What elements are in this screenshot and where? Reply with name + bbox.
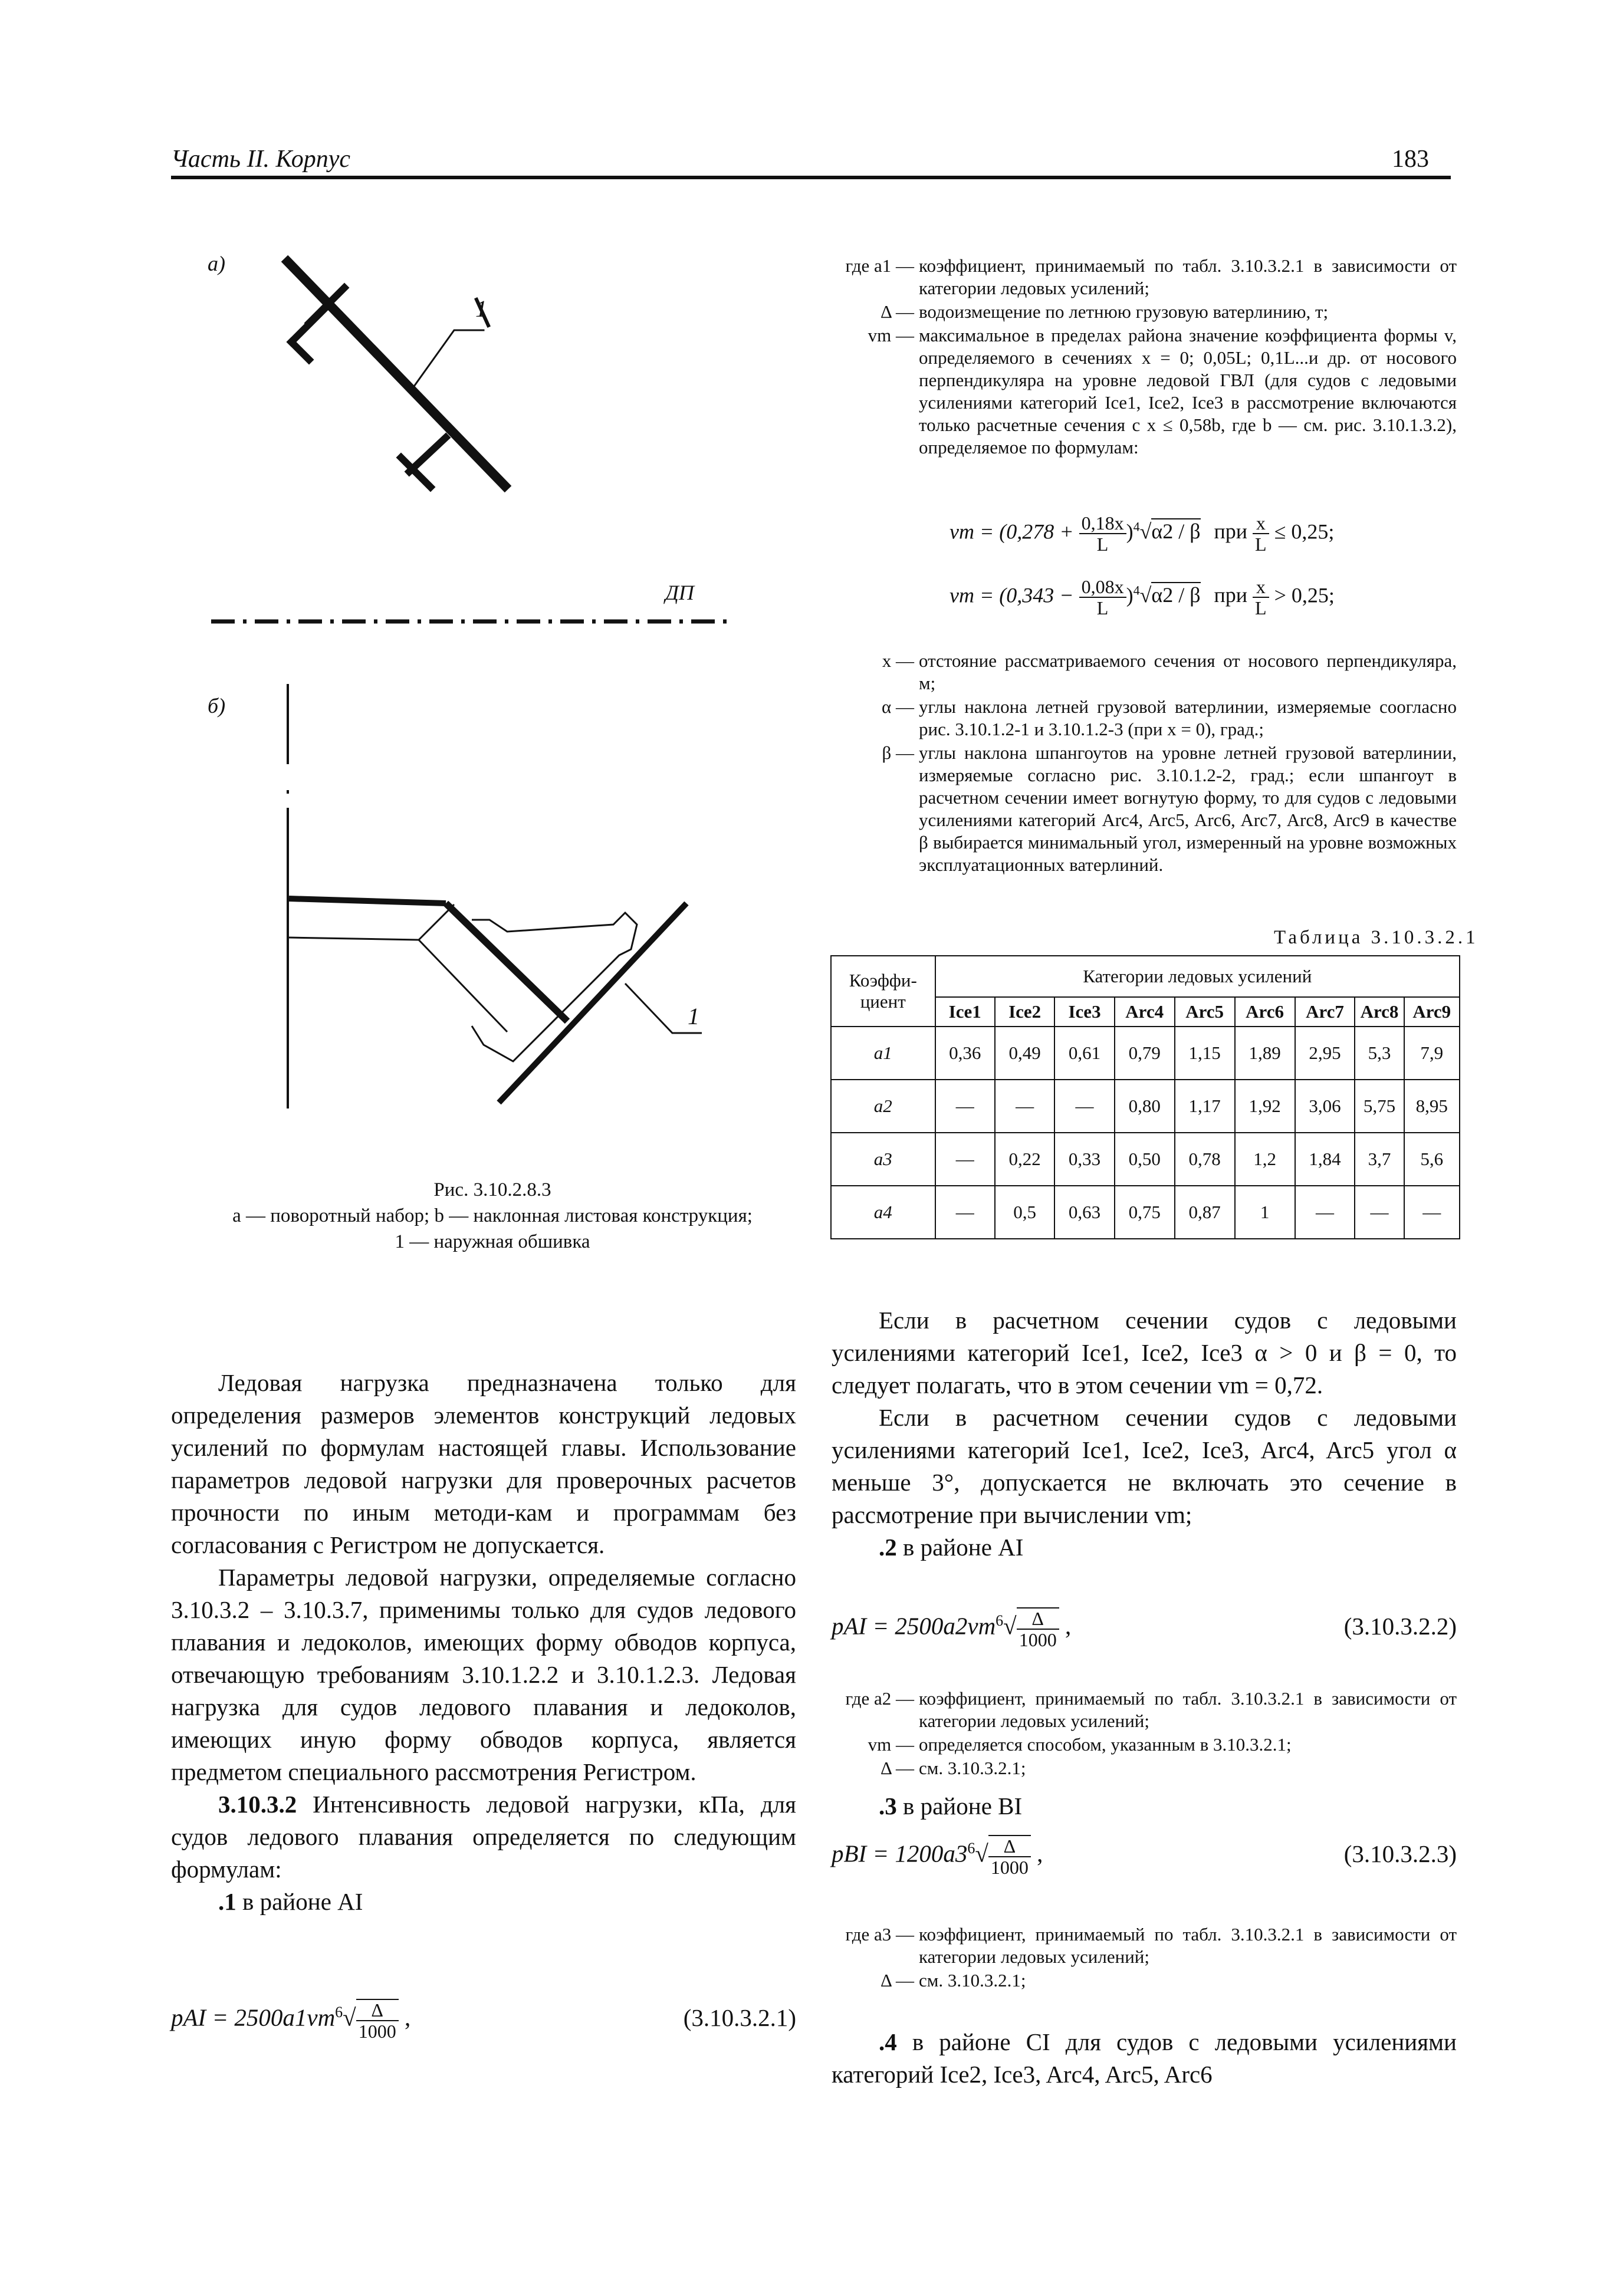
table-column-header: Arc4	[1115, 997, 1175, 1027]
definition-text: коэффициент, принимаемый по табл. 3.10.3.2.1 в зависимости от категории ледовых усилений;	[919, 255, 1457, 298]
fraction-denominator: L	[1255, 597, 1267, 619]
definition-a1	[826, 255, 1457, 300]
definition-symbol: Δ —	[881, 1970, 914, 1991]
table-cell: 0,78	[1175, 1133, 1235, 1186]
outer-shell-b	[499, 903, 686, 1103]
definitions-top	[826, 255, 1457, 460]
definition-symbol: β —	[882, 742, 914, 763]
definition-symbol: vm —	[868, 1734, 914, 1755]
table-cell: 1,2	[1235, 1133, 1295, 1186]
definitions-mid	[826, 650, 1457, 877]
table-cell: 0,75	[1115, 1186, 1175, 1239]
fraction-denominator: 1000	[358, 2021, 396, 2042]
definition-text: коэффициент, принимаемый по табл. 3.10.3.2.1 в зависимости от категории ледовых усилений;	[919, 1688, 1457, 1731]
fraction-denominator: L	[1096, 534, 1109, 555]
deck-plate	[289, 899, 446, 903]
figure-caption-title: Рис. 3.10.2.8.3	[433, 1179, 551, 1200]
equation-3-10-3-2-1: pAI = $2500a1vm^6√$ $\frac{\Delta}{1000}$ , (3.10.3.2.1)	[171, 1999, 796, 2042]
paragraph: Ледовая нагрузка предназначена только для определения размеров элементов конструкций ледовых усилений по формулам настоящей главы. Использование параметров ледовой нагрузки для проверочных расчетов прочности по иным методи-кам и программам без согласования с Регистром не допускается.	[171, 1369, 796, 1558]
definition-text: коэффициент, принимаемый по табл. 3.10.3.2.1 в зависимости от категории ледовых усилений;	[919, 1924, 1457, 1967]
fraction-denominator: L	[1096, 597, 1109, 619]
table-cell: —	[935, 1080, 995, 1133]
definition-symbol: α —	[882, 696, 914, 717]
left-column-text	[171, 1367, 796, 1918]
table-cell: —	[935, 1133, 995, 1186]
paragraph-text: Интенсивность ледовой нагрузки, кПа, для судов ледового плавания определяется по следующим формулам:	[171, 1791, 796, 1883]
fraction-denominator: 1000	[1019, 1629, 1057, 1650]
table-cell: 5,75	[1355, 1080, 1404, 1133]
formula-cond-word: при	[1214, 519, 1248, 544]
table-cell: 5,6	[1404, 1133, 1460, 1186]
table-cell: 0,5	[995, 1186, 1054, 1239]
table-column-header: Ice2	[995, 997, 1054, 1027]
fraction-numerator: 0,18x	[1079, 513, 1126, 534]
table-cell: —	[1355, 1186, 1404, 1239]
paragraph	[832, 1790, 1457, 1823]
section-number: 3.10.3.2	[218, 1791, 297, 1818]
fraction-denominator: 1000	[990, 1857, 1029, 1878]
frame-flange-upper	[291, 304, 329, 342]
formula-root: α2 / β	[1151, 583, 1201, 607]
figure-caption	[165, 1177, 820, 1255]
table-cell: 0,50	[1115, 1133, 1175, 1186]
fraction	[988, 1835, 1031, 1877]
callout-1-top: 1	[475, 295, 487, 322]
centerline-label: ДП	[665, 581, 694, 604]
table-cell: 0,63	[1054, 1186, 1114, 1239]
table-row	[831, 1186, 1460, 1239]
formula-condition: > 0,25;	[1274, 583, 1335, 607]
table-cell: 0,49	[995, 1027, 1054, 1080]
fraction	[1253, 577, 1269, 618]
figure-label-a: а)	[208, 252, 225, 275]
table-column-header: Arc5	[1175, 997, 1235, 1027]
item-number: .4	[879, 2028, 897, 2055]
shell-plate-a	[288, 262, 505, 486]
equation-number: (3.10.3.2.1)	[683, 2004, 796, 2031]
table-column-header: Arc6	[1235, 997, 1295, 1027]
paragraph-text: в районе AI	[903, 1534, 1024, 1561]
table-cell: 0,87	[1175, 1186, 1235, 1239]
definition-a2	[826, 1688, 1457, 1732]
equation-number: (3.10.3.2.2)	[1343, 1613, 1457, 1640]
table-cell: —	[1054, 1080, 1114, 1133]
table-row-symbol: a3	[831, 1133, 935, 1186]
hull-framing-figure	[0, 0, 826, 1173]
item-3-heading	[832, 1790, 1457, 1823]
fraction-denominator: L	[1255, 534, 1267, 555]
table-row	[831, 1027, 1460, 1080]
page-number: 183	[1392, 146, 1429, 173]
paragraph-text: в районе BI	[903, 1792, 1023, 1820]
definition-symbol: Δ —	[881, 1758, 914, 1778]
formula-lhs: vm = (0,278 +	[950, 519, 1074, 544]
table-cell: 0,22	[995, 1133, 1054, 1186]
definition-text: углы наклона летней грузовой ватерлинии, измеряемые соогласно рис. 3.10.1.2-1 и 3.10.1.2-3 (при x = 0), град.;	[919, 696, 1457, 739]
table-cell: —	[995, 1080, 1054, 1133]
definition-beta	[826, 742, 1457, 876]
definition-symbol: где a1 —	[845, 255, 914, 276]
fraction-numerator: x	[1253, 513, 1269, 534]
table-cell: 5,3	[1355, 1027, 1404, 1080]
table-cell: 3,7	[1355, 1133, 1404, 1186]
table-header-coefficient: Коэффи- циент	[831, 956, 935, 1027]
vm-formula-2: vm = (0,343 − $\frac{0,08x}{L}$ )$^4$√α2 / β при $\frac{x}{L}$ > 0,25;	[950, 576, 1335, 619]
fraction-numerator: 0,08x	[1079, 577, 1126, 598]
table-column-header: Ice3	[1054, 997, 1114, 1027]
table-cell: 1,84	[1295, 1133, 1355, 1186]
equation-lhs: pAI = 2500a2vm	[832, 1612, 996, 1640]
table-cell: 1,15	[1175, 1027, 1235, 1080]
item-4-heading	[832, 2026, 1457, 2091]
table-column-header: Ice1	[935, 997, 995, 1027]
fraction	[1079, 577, 1126, 618]
table-cell: —	[935, 1186, 995, 1239]
definition-alpha	[826, 696, 1457, 741]
definition-text: определяется способом, указанным в 3.10.3.2.1;	[919, 1734, 1292, 1755]
definition-delta	[826, 1757, 1457, 1779]
fraction	[1017, 1607, 1059, 1650]
table-column-header: Arc9	[1404, 997, 1460, 1027]
definition-text: максимальное в пределах района значение коэффициента формы v, определяемого в сечениях x = 0; 0,05L; 0,1L...и др. от носового перпендикуляра на уровне ледовой ГВЛ (для судов с ледовыми усилениями категорий Ice1, Ice2, Ice3 в рассмотрение включаются только расчетные сечения с x ≤ 0,58b, где b — см. рис. 3.10.1.3.2), определяемое по формулам:	[919, 325, 1457, 458]
table-caption: Таблица 3.10.3.2.1	[1274, 927, 1479, 948]
definition-delta	[826, 301, 1457, 323]
figure-caption-line3: 1 — наружная обшивка	[395, 1231, 590, 1252]
definition-x	[826, 650, 1457, 695]
item-number: .3	[879, 1792, 897, 1820]
table-row	[831, 1133, 1460, 1186]
table-column-header: Arc7	[1295, 997, 1355, 1027]
table-cell: 0,80	[1115, 1080, 1175, 1133]
definition-text: углы наклона шпангоутов на уровне летней грузовой ватерлинии, измеряемые согласно рис. 3.10.1.2-2, град.; если шпангоут в расчетном сечении имеет вогнутую форму, то для судов с ледовыми усилениями категорий Arc4, Arc5, Arc6, Arc7, Arc8, Arc9 в качестве β выбирается минимальный угол, измеренный на уровне возможных эксплуатационных ватерлиний.	[919, 742, 1457, 875]
table-cell: 0,61	[1054, 1027, 1114, 1080]
equation-lhs: pAI = 2500a1vm	[171, 2004, 336, 2031]
fraction-numerator: Δ	[988, 1836, 1031, 1857]
figure-label-b: б)	[208, 694, 226, 718]
definition-text: см. 3.10.3.2.1;	[919, 1758, 1026, 1778]
definition-symbol: Δ —	[881, 301, 914, 322]
fraction	[1253, 513, 1269, 554]
vm-formula-1: vm = (0,278 + $\frac{0,18x}{L}$ )$^4$√α2 / β при $\frac{x}{L}$ ≤ 0,25;	[950, 512, 1335, 555]
definition-symbol: x —	[882, 650, 914, 671]
table-cell: 7,9	[1404, 1027, 1460, 1080]
table-cell: 1,17	[1175, 1080, 1235, 1133]
item-number: .2	[879, 1534, 897, 1561]
definitions-eq2	[826, 1688, 1457, 1781]
definition-symbol: vm —	[868, 325, 914, 346]
formula-root: α2 / β	[1151, 519, 1201, 544]
table-cell: 8,95	[1404, 1080, 1460, 1133]
table-cell: 1,89	[1235, 1027, 1295, 1080]
definition-symbol: где a2 —	[845, 1688, 914, 1709]
table-row-symbol: a4	[831, 1186, 935, 1239]
paragraph	[832, 2026, 1457, 2091]
paragraph: Параметры ледовой нагрузки, определяемые согласно 3.10.3.2 – 3.10.3.7, применимы только для судов ледового плавания и ледоколов, имеющих форму обводов корпуса, отвечающую требованиям 3.10.1.2.2 и 3.10.1.2.3. Ледовая нагрузка для судов ледового плавания и ледоколов, имеющих иную форму обводов корпуса, является предметом специального рассмотрения Регистром.	[171, 1564, 796, 1785]
paragraph	[171, 1788, 796, 1886]
paragraph	[832, 1531, 1457, 1564]
equation-number: (3.10.3.2.3)	[1343, 1840, 1457, 1867]
definition-text: отстояние рассматриваемого сечения от носового перпендикуляра, м;	[919, 650, 1457, 693]
definition-text: см. 3.10.3.2.1;	[919, 1970, 1026, 1991]
table-cell: 1,92	[1235, 1080, 1295, 1133]
table-cell: 2,95	[1295, 1027, 1355, 1080]
table-cell: 0,79	[1115, 1027, 1175, 1080]
formula-condition: ≤ 0,25;	[1274, 519, 1335, 544]
definitions-eq3	[826, 1923, 1457, 1993]
table-row-symbol: a1	[831, 1027, 935, 1080]
definition-vm	[826, 324, 1457, 459]
item-number: .1	[218, 1888, 236, 1915]
right-column-text-top	[832, 1304, 1457, 1564]
table-cell: 1	[1235, 1186, 1295, 1239]
table-cell: 3,06	[1295, 1080, 1355, 1133]
leader-1-bottom	[625, 983, 702, 1033]
formula-cond-word: при	[1214, 583, 1248, 607]
paragraph	[171, 1886, 796, 1918]
fraction	[1079, 513, 1126, 554]
fraction-numerator: Δ	[1017, 1608, 1059, 1630]
definition-symbol: где a3 —	[845, 1924, 914, 1945]
table-cell: —	[1295, 1186, 1355, 1239]
callout-1-bottom: 1	[688, 1003, 699, 1029]
paragraph: Если в расчетном сечении судов с ледовыми усилениями категорий Ice1, Ice2, Ice3, Arc4, Arc5 угол α меньше 3°, допускается не включать это сечение в рассмотрение при вычислении vm;	[832, 1404, 1457, 1528]
table-row	[831, 1080, 1460, 1133]
table-header-categories: Категории ледовых усилений	[935, 956, 1460, 997]
paragraph-text: в районе CI для судов с ледовыми усилениями категорий Ice2, Ice3, Arc4, Arc5, Arc6	[832, 2028, 1457, 2088]
inclined-plate	[446, 903, 567, 1021]
definition-vm	[826, 1733, 1457, 1756]
paragraph-text: в районе AI	[242, 1888, 363, 1915]
fraction-numerator: x	[1253, 577, 1269, 598]
figure-caption-line2: а — поворотный набор; b — наклонная листовая конструкция;	[232, 1205, 753, 1226]
bracket-plate	[472, 913, 637, 1061]
equation-3-10-3-2-3: pBI = $1200a3^6√$ $\frac{\Delta}{1000}$ , (3.10.3.2.3)	[832, 1836, 1457, 1878]
equation-lhs: pBI = 1200a3	[832, 1840, 968, 1867]
table-cell: 0,36	[935, 1027, 995, 1080]
table-column-header: Arc8	[1355, 997, 1404, 1027]
paragraph: Если в расчетном сечении судов с ледовыми усилениями категорий Ice1, Ice2, Ice3 α > 0 и β = 0, то следует полагать, что в этом сечении vm = 0,72.	[832, 1307, 1457, 1399]
definition-a3	[826, 1923, 1457, 1968]
table-cell: 0,33	[1054, 1133, 1114, 1186]
fraction	[356, 1999, 399, 2041]
definition-text: водоизмещение по летнюю грузовую ватерлинию, т;	[919, 301, 1329, 322]
running-header: Часть II. Корпус	[171, 146, 351, 173]
fraction-numerator: Δ	[356, 2000, 399, 2021]
equation-3-10-3-2-2: pAI = $2500a2vm^6√$ $\frac{\Delta}{1000}$ , (3.10.3.2.2)	[832, 1608, 1457, 1650]
definition-delta	[826, 1969, 1457, 1992]
coefficient-table	[830, 955, 1460, 1239]
table-row-symbol: a2	[831, 1080, 935, 1133]
table-cell: —	[1404, 1186, 1460, 1239]
formula-lhs: vm = (0,343 −	[950, 583, 1074, 607]
formula-paren: )	[1126, 519, 1134, 544]
leader-1-top	[413, 330, 484, 388]
formula-paren: )	[1126, 583, 1134, 607]
